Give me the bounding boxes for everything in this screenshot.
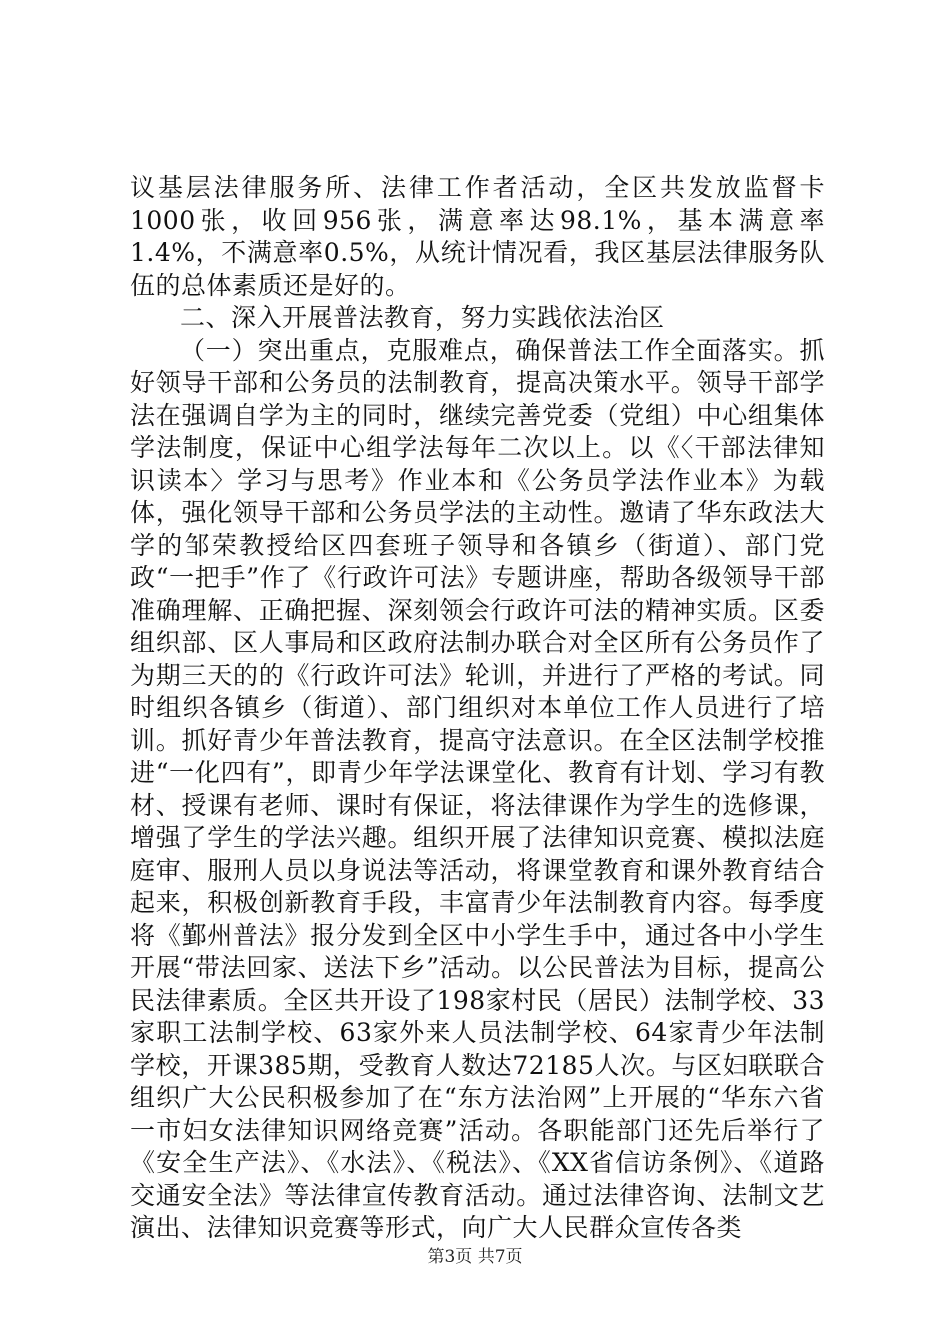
document-body	[130, 172, 825, 1245]
paragraph-main: （一）突出重点，克服难点，确保普法工作全面落实。抓好领导干部和公务员的法制教育，提高决策水平。领导干部学法在强调自学为主的同时，继续完善党委（党组）中心组集体学法制度，保证中心组学法每年二次以上。以《〈干部法律知识读本〉学习与思考》作业本和《公务员学法作业本》为载体，强化领导干部和公务员学法的主动性。邀请了华东政法大学的邹荣教授给区四套班子领导和各镇乡（街道）、部门党政“一把手”作了《行政许可法》专题讲座，帮助各级领导干部准确理解、正确把握、深刻领会行政许可法的精神实质。区委组织部、区人事局和区政府法制办联合对全区所有公务员作了为期三天的的《行政许可法》轮训，并进行了严格的考试。同时组织各镇乡（街道）、部门组织对本单位工作人员进行了培训。抓好青少年普法教育，提高守法意识。在全区法制学校推进“一化四有”，即青少年学法课堂化、教育有计划、学习有教材、授课有老师、课时有保证，将法律课作为学生的选修课，增强了学生的学法兴趣。组织开展了法律知识竞赛、模拟法庭庭审、服刑人员以身说法等活动，将课堂教育和课外教育结合起来，积极创新教育手段，丰富青少年法制教育内容。每季度将《鄞州普法》报分发到全区中小学生手中，通过各中小学生开展“带法回家、送法下乡”活动。以公民普法为目标，提高公民法律素质。全区共开设了198家村民（居民）法制学校、33家职工法制学校、63家外来人员法制学校、64家青少年法制学校，开课385期，受教育人数达72185人次。与区妇联联合组织广大公民积极参加了在“东方法治网”上开展的“华东六省一市妇女法律知识网络竞赛”活动。各职能部门还先后举行了《安全生产法》、《水法》、《税法》、《XX省信访条例》、《道路交通安全法》等法律宣传教育活动。通过法律咨询、法制文艺演出、法律知识竞赛等形式，向广大人民群众宣传各类	[130, 335, 825, 1242]
paragraph-continuation: 议基层法律服务所、法律工作者活动，全区共发放监督卡1000张，收回956张，满意率达98.1%，基本满意率1.4%，不满意率0.5%，从统计情况看，我区基层法律服务队伍的总体素质还是好的。	[130, 173, 825, 300]
section-heading: 二、深入开展普法教育，努力实践依法治区	[180, 303, 665, 332]
page-number-footer: 第3页 共7页	[427, 1247, 523, 1267]
